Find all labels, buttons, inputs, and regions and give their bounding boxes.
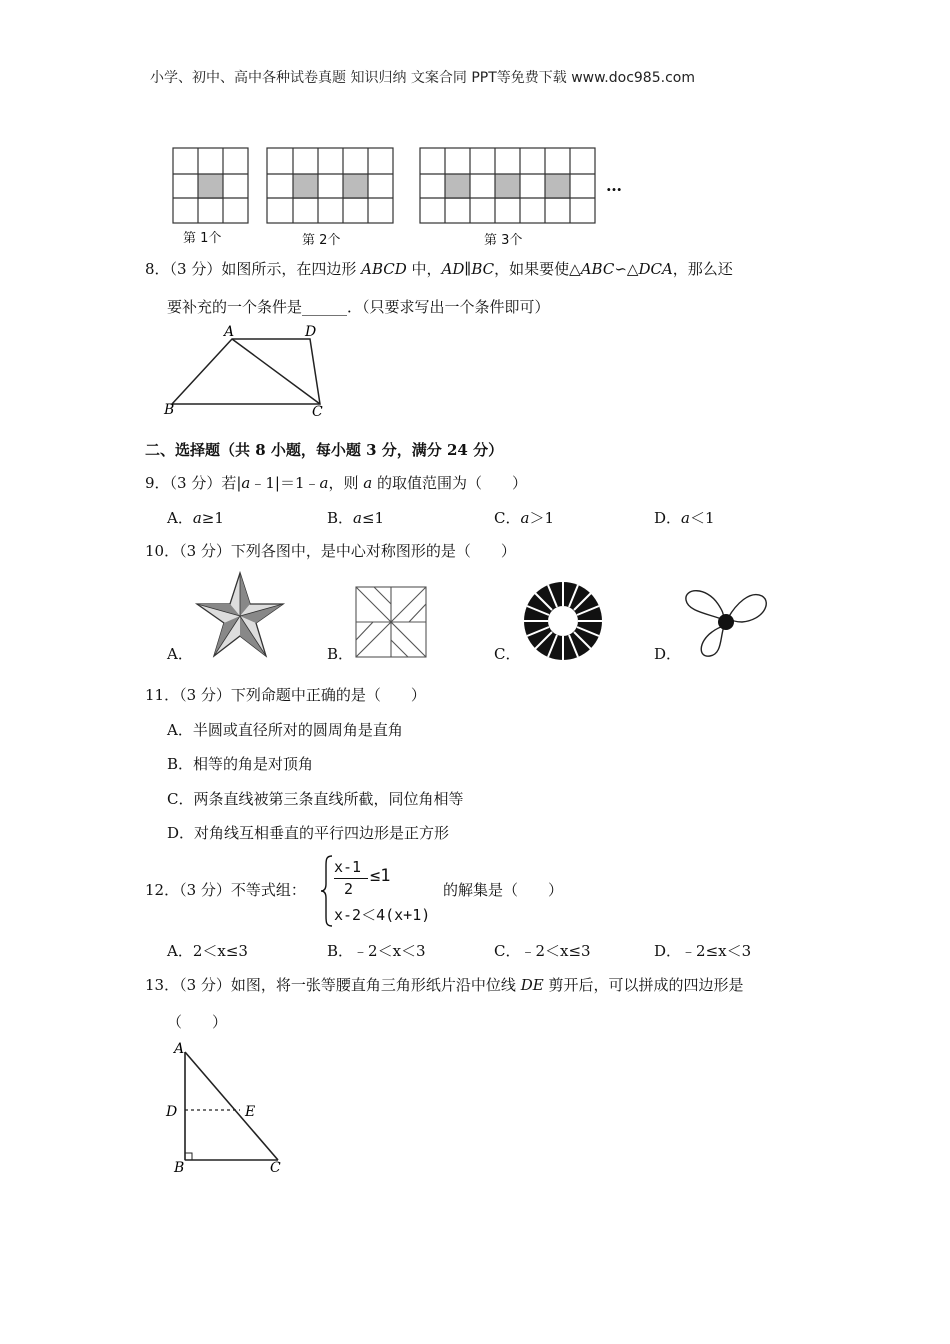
question-10: 10．（3 分）下列各图中，是中心对称图形的是（ ） <box>145 542 516 560</box>
pattern-caption-1: 第 1个 <box>183 231 222 246</box>
pattern-1 <box>173 148 248 223</box>
pattern-caption-2: 第 2个 <box>302 233 341 248</box>
label-d: D <box>305 324 317 340</box>
label-c: C <box>270 1160 281 1176</box>
answer-blank: ______ <box>302 298 348 316</box>
question-8-line-2: 要补充的一个条件是______．（只要求写出一个条件即可） <box>167 298 550 316</box>
question-13-paren: （ ） <box>167 1013 228 1031</box>
section-2-title: 二、选择题（共 8 小题，每小题 3 分，满分 24 分） <box>145 441 504 459</box>
pinwheel-figure <box>352 584 430 659</box>
quadrilateral-abcd-figure <box>160 320 340 420</box>
fraction-numerator: x-1 <box>334 858 362 876</box>
q11-option-d[interactable]: D．对角线互相垂直的平行四边形是正方形 <box>167 824 450 842</box>
right-triangle-figure <box>160 1036 300 1176</box>
q9-option-b[interactable]: B．a≤1 <box>327 509 385 527</box>
q10-option-d[interactable]: D． <box>654 645 682 663</box>
pattern-caption-3: 第 3个 <box>484 233 523 248</box>
pattern-2 <box>267 148 393 223</box>
q11-option-a[interactable]: A．半圆或直径所对的圆周角是直角 <box>167 721 403 739</box>
q11-option-b[interactable]: B．相等的角是对顶角 <box>167 755 314 773</box>
q12-option-d[interactable]: D．﹣2≤x＜3 <box>654 942 752 960</box>
pattern-3 <box>420 148 595 223</box>
system-brace <box>320 854 334 928</box>
q9-option-a[interactable]: A．a≥1 <box>167 509 224 527</box>
q9-option-c[interactable]: C．a＞1 <box>494 509 554 527</box>
question-8-line-1: 8．（3 分）如图所示，在四边形 ABCD 中，AD∥BC，如果要使△ABC∽△DCA，那么还 <box>145 260 733 278</box>
fan-figure <box>680 584 772 660</box>
q10-option-c[interactable]: C． <box>494 645 521 663</box>
q10-option-b[interactable]: B． <box>327 645 354 663</box>
star-figure <box>194 570 286 660</box>
question-9: 9．（3 分）若|a﹣1|＝1﹣a，则 a 的取值范围为（ ） <box>145 474 527 492</box>
q12-option-a[interactable]: A．2＜x≤3 <box>167 942 248 960</box>
q12-option-b[interactable]: B．﹣2＜x＜3 <box>327 942 426 960</box>
question-13-line-1: 13．（3 分）如图，将一张等腰直角三角形纸片沿中位线 DE 剪开后，可以拼成的四边形是 <box>145 976 744 994</box>
label-e: E <box>245 1104 256 1120</box>
fraction-bar <box>334 878 368 879</box>
q11-option-c[interactable]: C．两条直线被第三条直线所截，同位角相等 <box>167 790 464 808</box>
page-header: 小学、初中、高中各种试卷真题 知识归纳 文案合同 PPT等免费下载 www.doc985.com <box>150 70 695 86</box>
question-12-tail: 的解集是（ ） <box>443 881 564 899</box>
question-12-stem: 12．（3 分）不等式组： <box>145 881 306 899</box>
label-a: A <box>174 1041 185 1057</box>
q10-option-a[interactable]: A． <box>167 645 193 663</box>
q9-option-d[interactable]: D．a＜1 <box>654 509 715 527</box>
label-b: B <box>174 1160 185 1176</box>
fraction-denominator: 2 <box>344 880 354 898</box>
label-c: C <box>312 404 323 420</box>
label-b: B <box>164 402 175 418</box>
grid-pattern-figure <box>160 140 640 250</box>
q12-option-c[interactable]: C．﹣2＜x≤3 <box>494 942 591 960</box>
inequality-1-relation: ≤1 <box>370 866 391 886</box>
label-a: A <box>224 324 235 340</box>
pattern-ellipsis: … <box>606 176 622 195</box>
inequality-2: x-2＜4(x+1) <box>334 906 431 924</box>
question-11: 11．（3 分）下列命题中正确的是（ ） <box>145 686 426 704</box>
spiral-disc-figure <box>522 580 604 662</box>
label-d: D <box>166 1104 178 1120</box>
